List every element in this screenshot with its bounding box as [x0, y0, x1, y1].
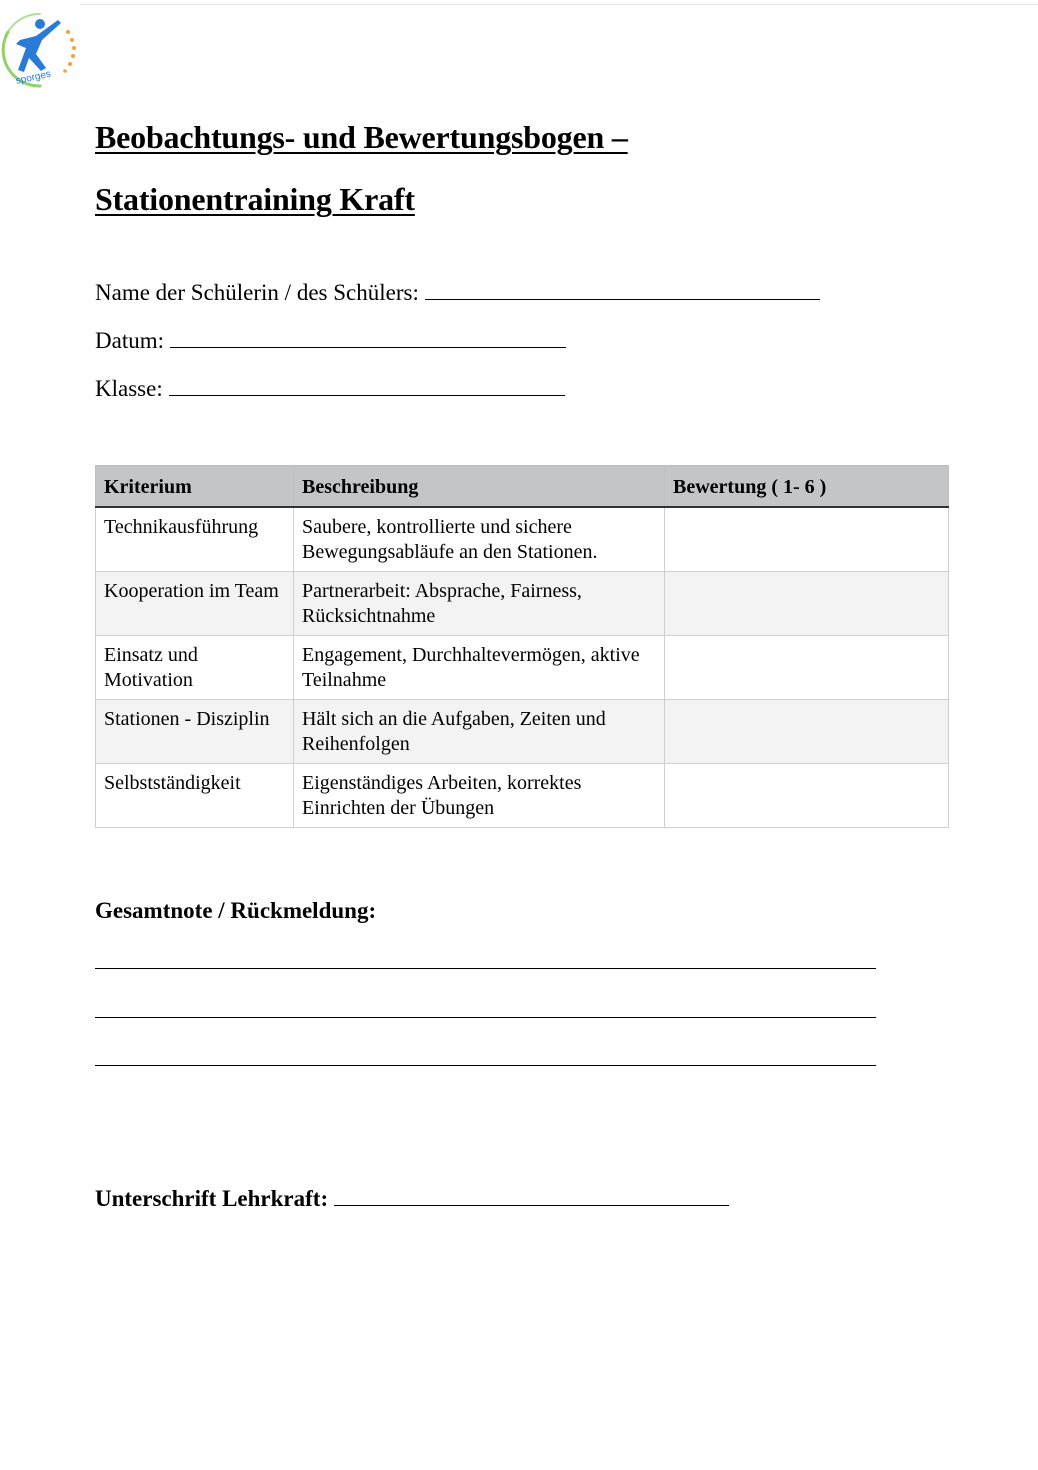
- feedback-heading: Gesamtnote / Rückmeldung:: [95, 898, 377, 923]
- criteria-table: [95, 465, 949, 828]
- name-field: [95, 277, 820, 306]
- date-input-line[interactable]: [170, 325, 566, 348]
- rating-cell[interactable]: [665, 764, 949, 828]
- description-cell: Eigenständiges Arbeiten, korrektes Einrichten der Übungen: [294, 764, 665, 828]
- title-line-1: Beobachtungs- und Bewertungsbogen –: [95, 119, 628, 155]
- rating-cell[interactable]: [665, 572, 949, 636]
- page-title: [95, 106, 628, 230]
- criterion-cell: Kooperation im Team: [96, 572, 294, 636]
- class-label: Klasse:: [95, 376, 163, 401]
- description-cell: Partnerarbeit: Absprache, Fairness, Rücksichtnahme: [294, 572, 665, 636]
- logo-text: sporges: [14, 68, 52, 87]
- description-cell: Hält sich an die Aufgaben, Zeiten und Reihenfolgen: [294, 700, 665, 764]
- header-description: Beschreibung: [294, 466, 665, 508]
- title-line-2: Stationentraining Kraft: [95, 181, 415, 217]
- feedback-line-2[interactable]: [95, 1017, 876, 1018]
- header-criterion: Kriterium: [96, 466, 294, 508]
- criterion-cell: Technikausführung: [96, 507, 294, 572]
- rating-cell[interactable]: [665, 507, 949, 572]
- header-rating: Bewertung ( 1- 6 ): [665, 466, 949, 508]
- table-row: [96, 700, 949, 764]
- rating-cell[interactable]: [665, 700, 949, 764]
- table-row: [96, 572, 949, 636]
- feedback-line-1[interactable]: [95, 968, 876, 969]
- table-row: [96, 636, 949, 700]
- class-input-line[interactable]: [169, 373, 565, 396]
- rating-cell[interactable]: [665, 636, 949, 700]
- signature-input-line[interactable]: [334, 1183, 729, 1206]
- description-cell: Saubere, kontrollierte und sichere Bewegungsabläufe an den Stationen.: [294, 507, 665, 572]
- signature-label: Unterschrift Lehrkraft:: [95, 1186, 329, 1211]
- name-label: Name der Schülerin / des Schülers:: [95, 280, 419, 305]
- runner-icon: [0, 10, 80, 90]
- date-label: Datum:: [95, 328, 164, 353]
- signature-field: [95, 1183, 729, 1212]
- date-field: [95, 325, 566, 354]
- class-field: [95, 373, 565, 402]
- criterion-cell: Einsatz und Motivation: [96, 636, 294, 700]
- name-input-line[interactable]: [425, 277, 820, 300]
- table-row: [96, 507, 949, 572]
- criterion-cell: Stationen - Disziplin: [96, 700, 294, 764]
- table-header-row: [96, 466, 949, 508]
- table-row: [96, 764, 949, 828]
- description-cell: Engagement, Durchhaltevermögen, aktive Teilnahme: [294, 636, 665, 700]
- page-top-border: [80, 4, 1038, 5]
- feedback-line-3[interactable]: [95, 1065, 876, 1066]
- sporges-logo: [0, 10, 80, 90]
- criterion-cell: Selbstständigkeit: [96, 764, 294, 828]
